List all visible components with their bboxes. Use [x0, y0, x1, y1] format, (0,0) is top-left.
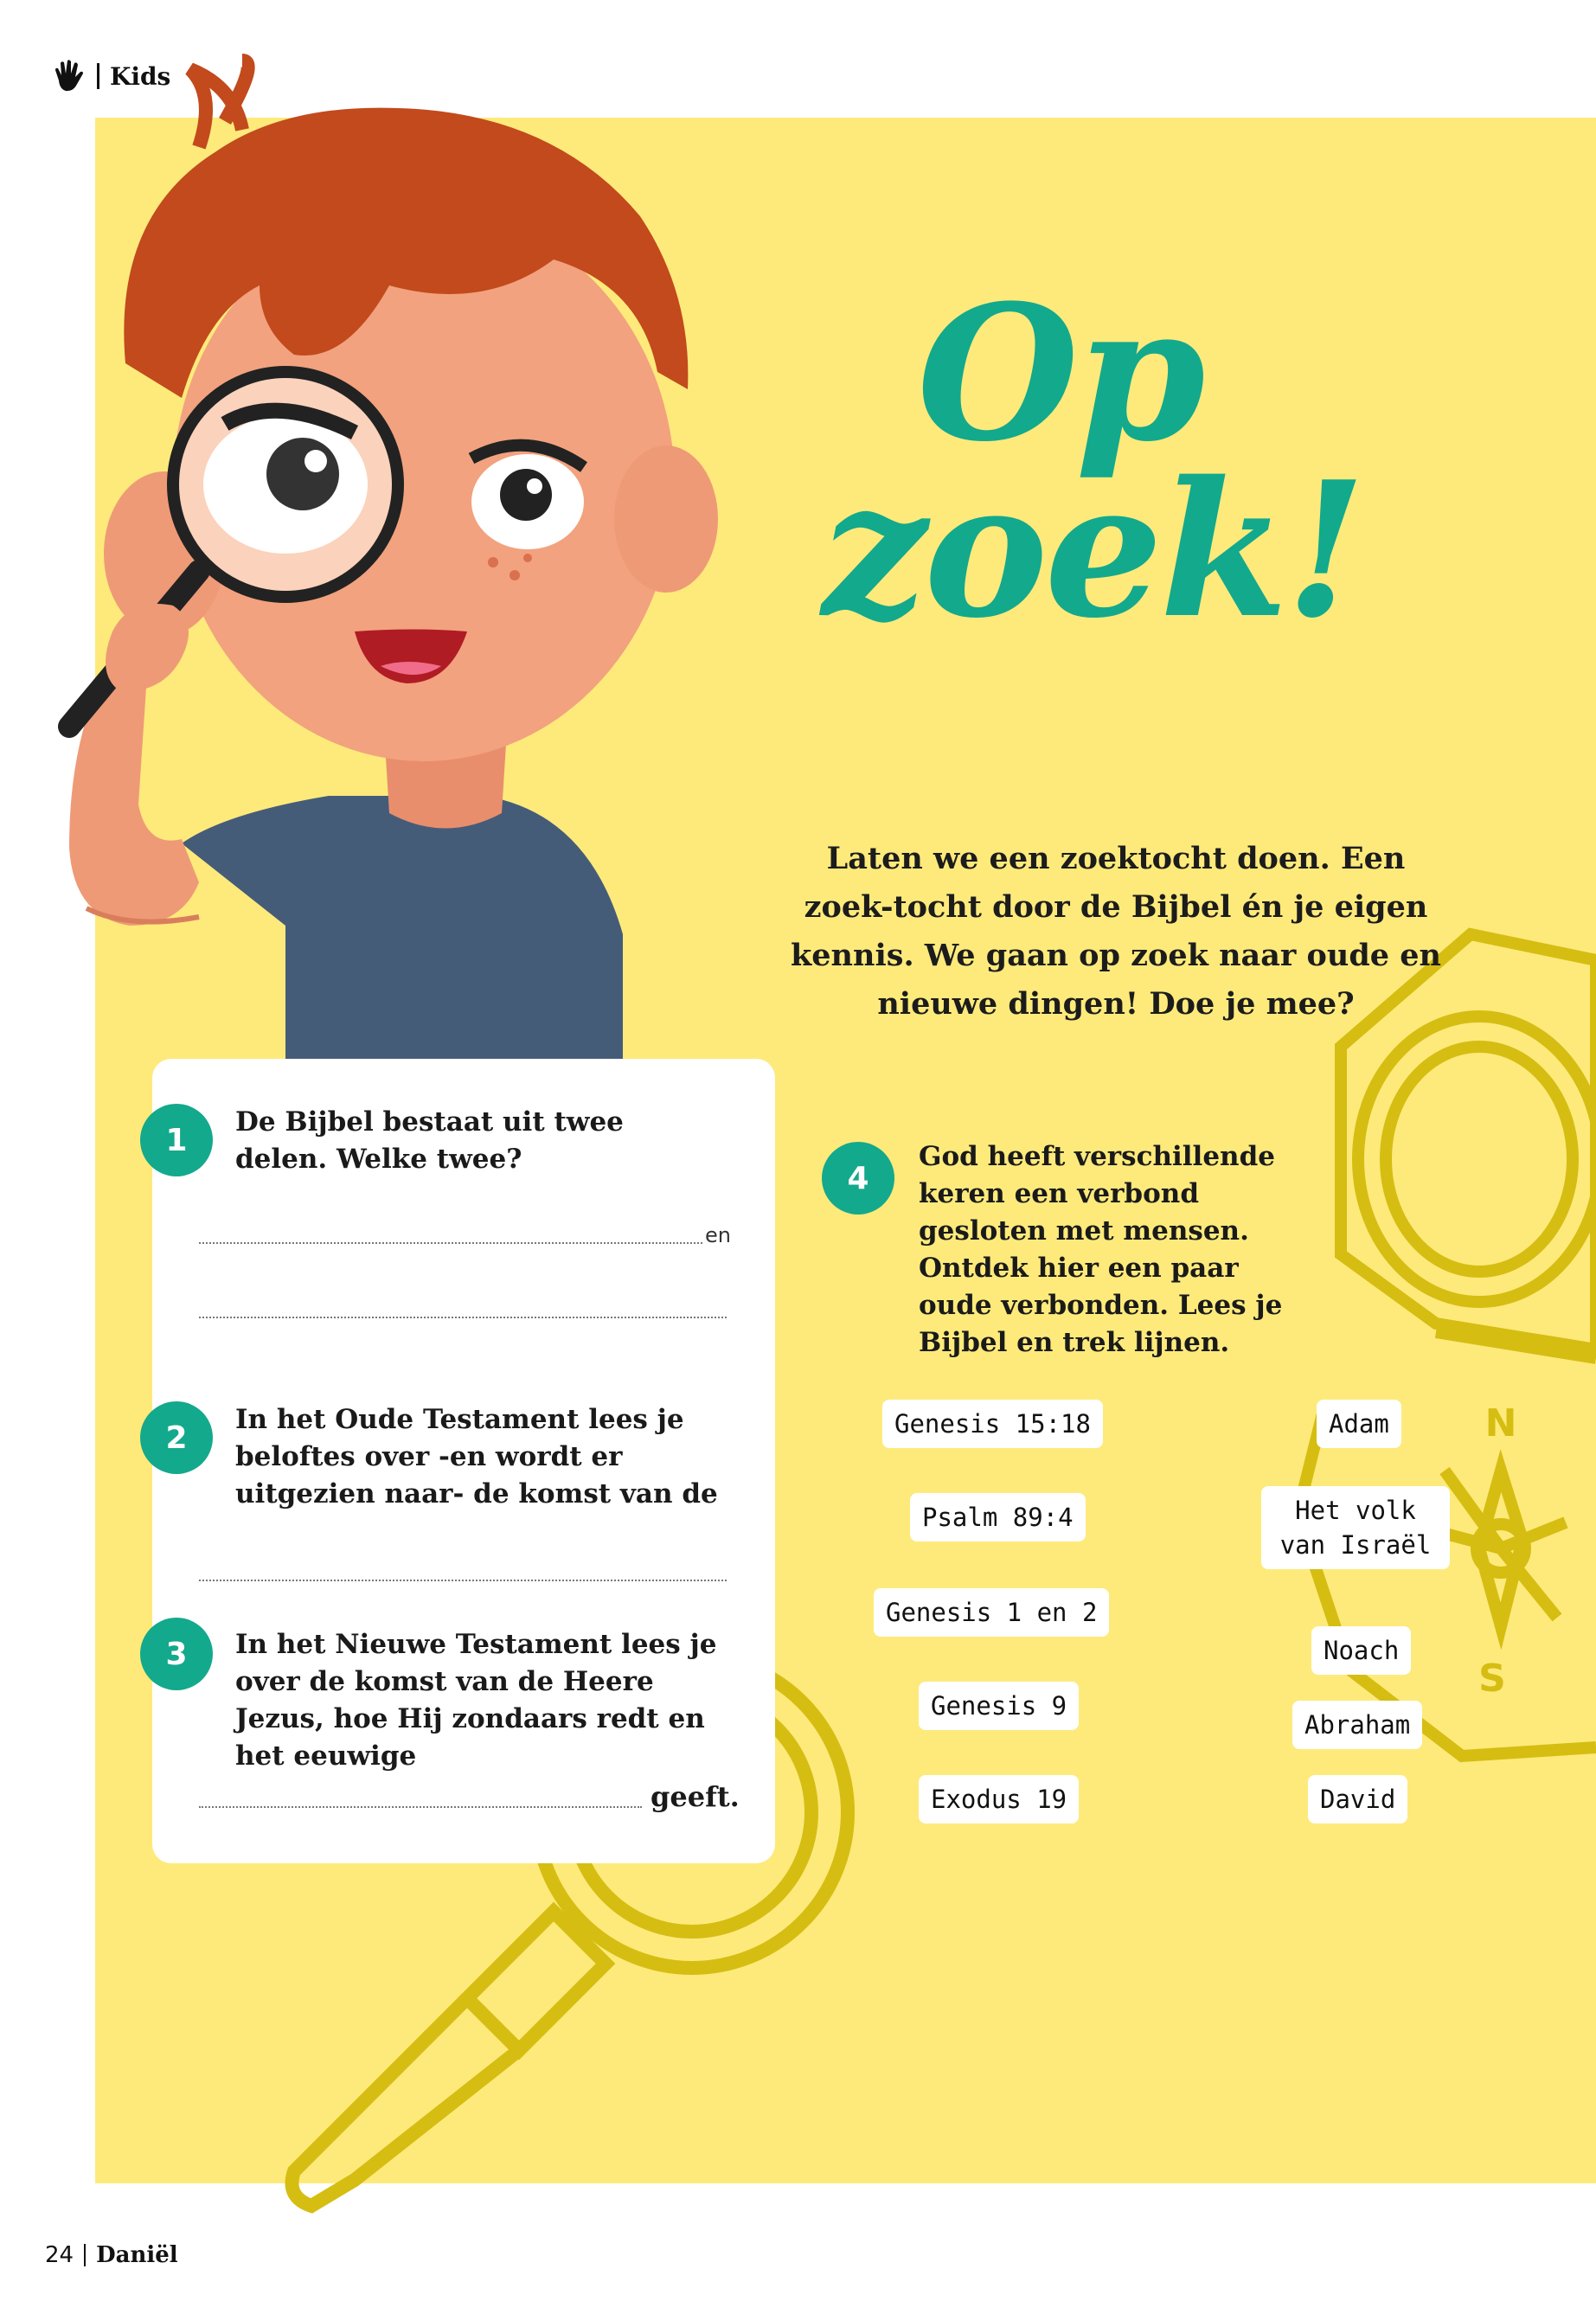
question-2-badge: 2: [140, 1401, 213, 1474]
compass-s-letter: S: [1478, 1657, 1506, 1701]
person-tag-adam[interactable]: Adam: [1317, 1400, 1401, 1448]
section-header: [50, 55, 170, 97]
person-tag-abraham[interactable]: Abraham: [1292, 1701, 1422, 1749]
title-line-2: zoek!: [822, 440, 1363, 660]
page-title: [822, 264, 1479, 660]
question-4-text: God heeft verschillende keren een verbond gesloten met mensen. Ontdek hier een paar oude verbonden. Lees je Bijbel en trek lijnen.: [919, 1141, 1283, 1358]
section-label: Kids: [110, 61, 171, 91]
intro-text: Laten we een zoektocht doen. Een zoek-tocht door de Bijbel én je eigen kennis. We gaan op zoek naar oude en nieuwe dingen! Doe je mee?: [791, 841, 1441, 1022]
question-1-badge: 1: [140, 1104, 213, 1176]
compass-n-letter: N: [1484, 1401, 1517, 1445]
reference-tag-genesis-9[interactable]: Genesis 9: [919, 1682, 1079, 1730]
question-2-text: In het Oude Testament lees je beloftes over -en wordt er uitgezien naar- de komst van de: [235, 1404, 718, 1509]
hand-icon: [50, 58, 87, 94]
person-tag-noach[interactable]: Noach: [1311, 1626, 1411, 1675]
magazine-name: Daniël: [96, 2242, 178, 2268]
question-3-badge: 3: [140, 1618, 213, 1690]
question-4-badge: 4: [822, 1142, 894, 1215]
question-1-connector: en: [705, 1223, 731, 1247]
header-separator: [97, 63, 99, 89]
title-line-1: Op: [917, 264, 1202, 483]
question-3-suffix: geeft.: [651, 1780, 740, 1813]
answer-line-2[interactable]: [199, 1580, 727, 1581]
person-tag-david[interactable]: David: [1308, 1775, 1407, 1823]
question-3-text: In het Nieuwe Testament lees je over de komst van de Heere Jezus, hoe Hij zondaars redt en het eeuwige: [235, 1629, 717, 1772]
question-1-text: De Bijbel bestaat uit twee delen. Welke twee?: [235, 1106, 624, 1175]
answer-line-3[interactable]: [199, 1806, 642, 1808]
footer-separator: [84, 2244, 86, 2266]
answer-line-1a[interactable]: [199, 1242, 702, 1244]
answer-line-1b[interactable]: [199, 1317, 727, 1318]
page-footer: [45, 2242, 178, 2268]
reference-tag-exodus-19[interactable]: Exodus 19: [919, 1775, 1079, 1823]
page-number: 24: [45, 2242, 74, 2268]
reference-tag-psalm-89[interactable]: Psalm 89:4: [910, 1493, 1086, 1541]
reference-tag-genesis-1-2[interactable]: Genesis 1 en 2: [874, 1588, 1109, 1637]
person-tag-volk-israel[interactable]: Het volk van Israël: [1261, 1486, 1450, 1569]
reference-tag-genesis-15[interactable]: Genesis 15:18: [882, 1400, 1103, 1448]
